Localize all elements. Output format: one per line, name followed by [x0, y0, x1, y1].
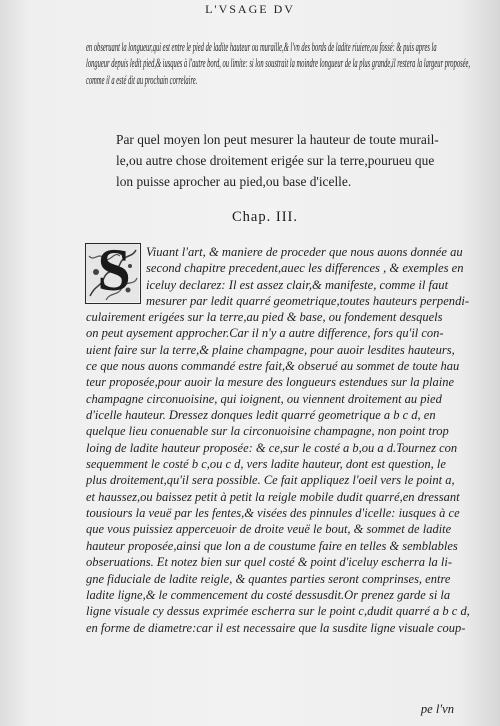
text-line: iceluy declarez: Il est assez clair,& manifeste, comme il faut [146, 277, 449, 292]
text-line: plus droitement,qu'il sera possible. Ce fait appliquez l'oeil vers le point a, [86, 473, 455, 488]
text-line: Viuant l'art, & maniere de proceder que nous auons donnée au [146, 245, 463, 259]
text-line: en obseruant la longueur,qui est entre le pied de ladite hauteur ou muraille,& l'vn des bords de ladite riuiere,ou fossé: & puis apres la [86, 40, 437, 54]
text-line: en forme de diametre:car il est necessaire que la susdite ligne visuale coup- [86, 620, 466, 635]
text-line: longueur depuis ledit pied,& iusques à l'autre bord, ou limite: si lon soustrait la moindre longueur de la plus grande,il restera la largeur proposée, [86, 56, 471, 71]
chapter-heading: Chap. III. [232, 209, 298, 225]
text-line: obseruations. Et notez bien sur quel costé & point d'iceluy escherra la li- [86, 555, 453, 570]
catchword: pe l'vn [420, 702, 454, 716]
text-line: gne fiduciale de ladite reigle, & quantes parties seront comprinses, entre [86, 571, 451, 586]
text-line: culairement erigées sur la terre,au pied & base, ou fondement desquels [86, 310, 443, 324]
text-line: quelque lieu conuenable sur la circonuoisine champagne, non point trop [86, 424, 449, 439]
text-line: uient faire sur la terre,& plaine champagne, pour auoir lesdites hauteurs, [86, 342, 455, 357]
text-line: ligne visuale cy dessus exprimée escherra sur le point c,dudit quarré a b c d, [86, 604, 470, 619]
text-line: comme il a esté dit au prochain correlaire. [86, 72, 198, 87]
paragraph-continuation [86, 39, 500, 88]
title-line: Par quel moyen lon peut mesurer la hauteur de toute murail- [116, 132, 439, 147]
section-title [116, 129, 439, 192]
initial-letter: S [97, 243, 131, 303]
text-line: on peut aysement approcher.Car il n'y a autre difference, fors qu'il con- [86, 326, 444, 341]
text-line: sequemment le costé b c,ou c d, vers ladite hauteur, dont est question, le [86, 457, 446, 472]
text-line: hauteur proposée,ainsi que lon a de coustume faire en telles & semblables [86, 538, 458, 553]
text-line: d'icelle hauteur. Dressez donques ledit quarré geometrique a b c d, en [86, 408, 436, 423]
text-line: ce que nous auons commandé estre fait,& obserué au sommet de toute hau [86, 359, 460, 374]
running-header: L'VSAGE DV [205, 2, 295, 16]
text-line: mesurer par ledit quarré geometrique,toutes hauteurs perpendi- [146, 294, 470, 309]
text-line: ladite ligne,& le commencement du costé dessusdit.Or prenez garde si la [86, 587, 451, 602]
paragraph-body [86, 309, 473, 636]
text-line: teur proposée,pour auoir la mesure des longueurs estendues sur la plaine [86, 375, 455, 390]
text-line: et haussez,ou baissez petit à petit la reigle mobile dudit quarré,en dressant [86, 489, 460, 504]
ornamental-initial [85, 243, 141, 304]
text-line: second chapitre precedent,auec les differences , & exemples en [146, 261, 464, 276]
text-line: que vous puissiez apperceuoir de droite veuë le bout, & sommet de ladite [86, 522, 452, 537]
title-line: lon puisse aprocher au pied,ou base d'icelle. [116, 174, 352, 189]
paragraph-opening [146, 244, 469, 309]
text-line: champagne circonuoisine, qui ioignent, ou viennent droitement au pied [86, 391, 442, 406]
title-line: le,ou autre chose droitement erigée sur la terre,pourueu que [116, 153, 435, 168]
text-line: loing de ladite hauteur proposée: & ce,sur le costé a b,ou a d.Tournez con [86, 440, 458, 455]
text-line: tousiours la veuë par les fentes,& visées des pinnules d'icelle: iusques à ce [86, 506, 460, 521]
